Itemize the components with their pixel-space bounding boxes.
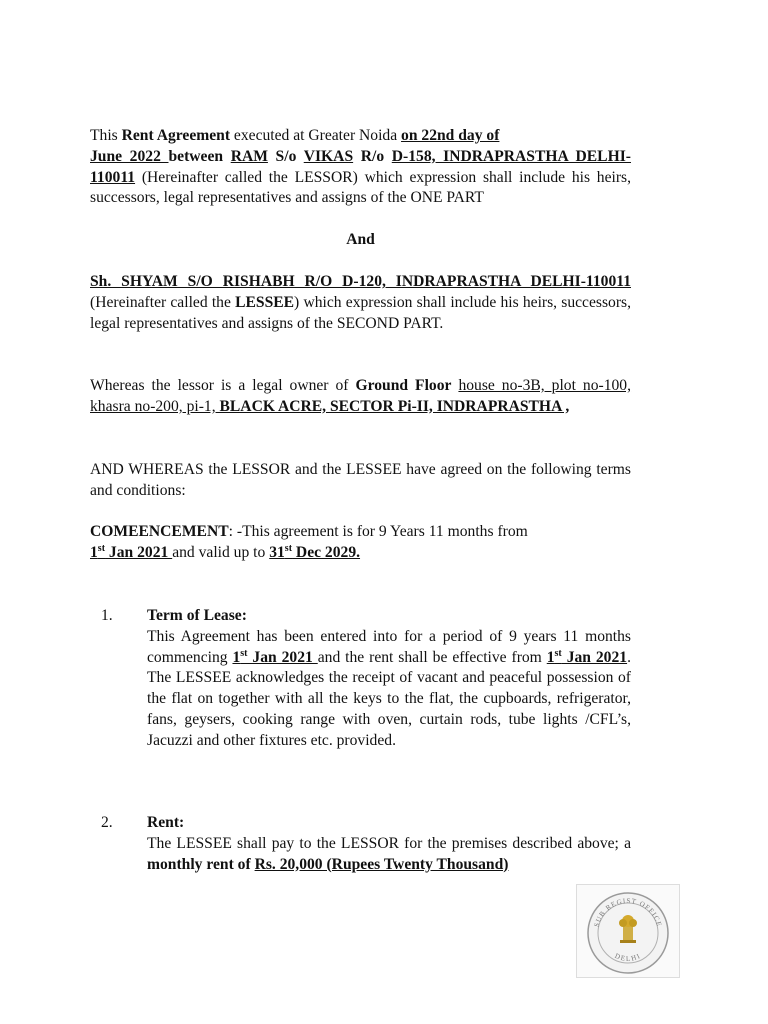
whereas-paragraph: AND WHEREAS the LESSOR and the LESSEE have agreed on the following terms and conditions: [90, 461, 631, 499]
commencement-paragraph [90, 522, 631, 564]
text: and valid up to [172, 543, 270, 561]
text: The LESSEE shall pay to the LESSOR for the premises described above; a [147, 834, 631, 852]
lessee-label: LESSEE [235, 293, 295, 311]
text: . The LESSEE acknowledges the receipt of vacant and peaceful possession of the flat on together with all the keys to the flat, the cupboards, refrigerator, fans, geysers, cooking range with oven, curtain rods, tube lights /CFL’s, Jacuzzi and other fixtures etc. provided. [147, 648, 631, 749]
and-separator: And [346, 231, 375, 248]
text: This Agreement has been entered into for a period of 9 years 11 months commencing [147, 627, 631, 666]
lessee-details: Sh. SHYAM S/O RISHABH R/O D-120, INDRAPRASTHA DELHI-110011 [90, 273, 631, 290]
parties-lessee-paragraph [90, 272, 631, 334]
lessor-name: RAM [230, 147, 268, 165]
agreement-date: on 22nd day of [401, 127, 500, 144]
clause-term-of-lease [147, 606, 631, 752]
parties-lessor-paragraph [90, 126, 631, 209]
text: : - [228, 523, 243, 540]
text: (Hereinafter called the LESSOR) which expression shall include his heirs, successors, legal representatives and assigns of the ONE PART [90, 168, 631, 207]
text: (Hereinafter called the [90, 293, 236, 311]
svg-text:SUB REGIST OFFICE: SUB REGIST OFFICE [592, 896, 664, 928]
effective-date: 1st Jan 2021 [546, 647, 628, 666]
text: ) which expression shall include his heirs, successors, legal representatives and assigns of the SECOND PART. [90, 293, 631, 332]
text: This [90, 127, 122, 144]
rent-amount: Rs. 20,000 (Rupees Twenty Thousand) [254, 855, 509, 873]
text: executed at Greater Noida [230, 127, 402, 144]
sub-registrar-stamp [576, 884, 680, 978]
text: This agreement is for 9 Years 11 months from [242, 523, 528, 540]
property-address: house no-3B, plot no-100, khasra no-200, pi-1, [90, 377, 632, 415]
clause-number: 1. [101, 607, 113, 624]
property-sector: BLACK ACRE, SECTOR Pi-II, INDRAPRASTHA , [219, 397, 570, 415]
lessor-father-name: VIKAS [303, 147, 354, 165]
agreement-title-inline: Rent Agreement [121, 127, 231, 144]
clause-number: 2. [101, 814, 113, 831]
clause-heading: Rent: [147, 814, 185, 831]
svg-text:DELHI: DELHI [613, 951, 643, 963]
property-paragraph [90, 376, 631, 418]
commencement-label: COMEENCEMENT [90, 523, 229, 540]
end-date: 31st Dec 2029. [269, 542, 361, 561]
commencing-date: 1st Jan 2021 [232, 647, 318, 666]
text: and the rent shall be effective from [317, 648, 547, 666]
floor-label: Ground Floor [355, 377, 452, 394]
agreement-date-month: June 2022 [90, 147, 169, 165]
seal-icon [577, 885, 679, 977]
lessor-address: D-158, INDRAPRASTHA DELHI-110011 [90, 147, 631, 186]
text: monthly rent of [147, 855, 255, 873]
text: Whereas the lessor is a legal owner of [90, 377, 356, 394]
text: R/o [353, 147, 392, 165]
clause-heading: Term of Lease: [147, 607, 247, 624]
clause-rent [147, 813, 631, 875]
start-date: 1st Jan 2021 [90, 542, 173, 561]
text: S/o [267, 147, 304, 165]
text: between [168, 147, 231, 165]
